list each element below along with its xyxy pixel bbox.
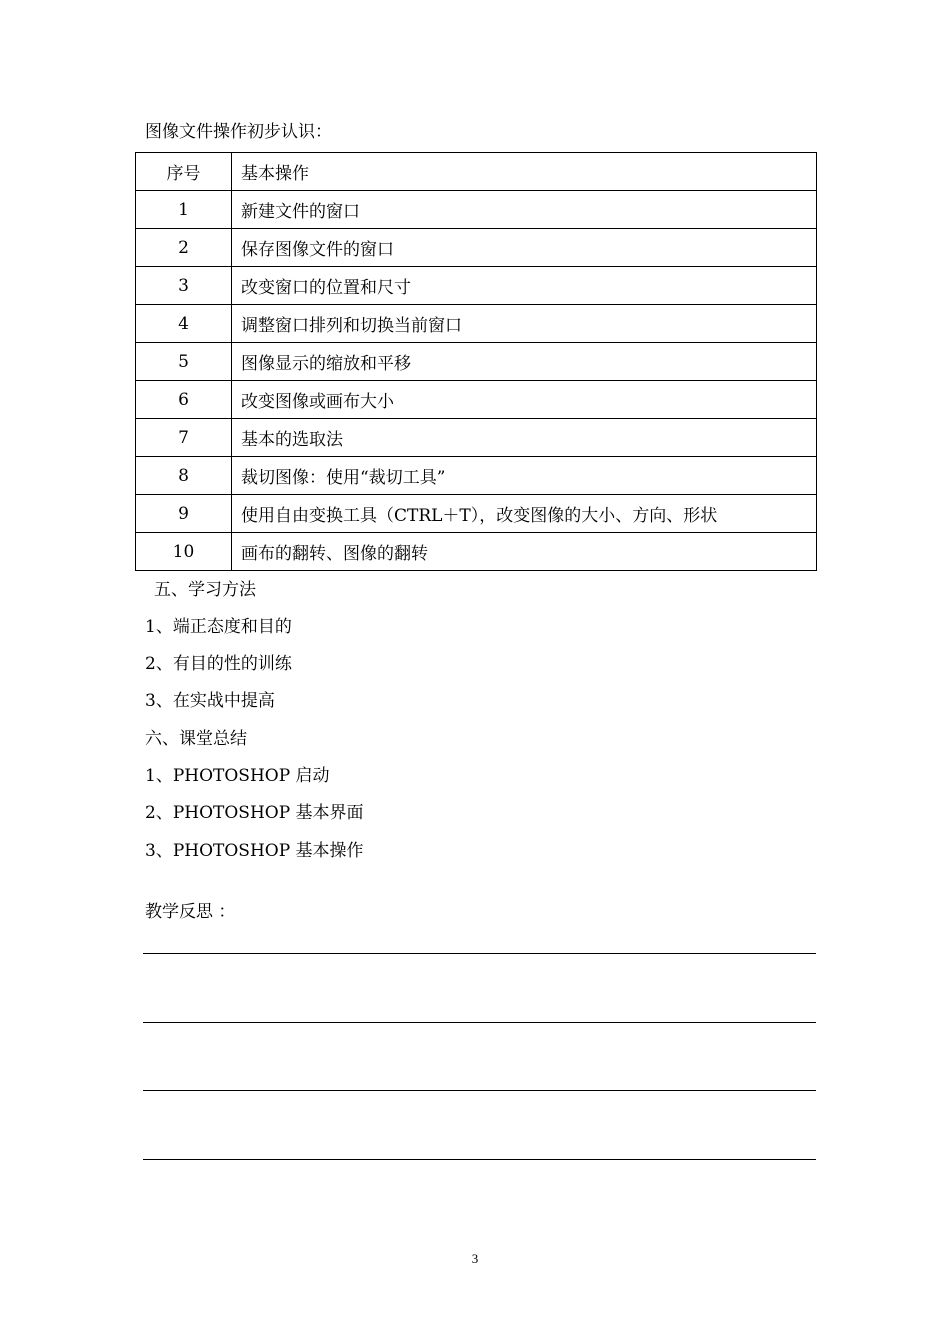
table-row: [136, 457, 817, 495]
row-operation: 使用自由变换工具（CTRL＋T），改变图像的大小、方向、形状: [232, 495, 817, 533]
column-header-number: 序号: [136, 153, 232, 191]
row-number: 6: [136, 381, 232, 419]
row-operation: 基本的选取法: [232, 419, 817, 457]
operations-table: [135, 152, 817, 571]
table-row: [136, 229, 817, 267]
reflection-line-4: [143, 1159, 816, 1160]
table-header-row: [136, 153, 817, 191]
table-row: [136, 419, 817, 457]
row-operation: 调整窗口排列和切换当前窗口: [232, 305, 817, 343]
section-6-title: 六、课堂总结: [145, 729, 247, 749]
row-number: 8: [136, 457, 232, 495]
table-row: [136, 343, 817, 381]
section-5-item-1: 1、端正态度和目的: [145, 617, 292, 637]
row-number: 10: [136, 533, 232, 571]
section-6-item-1: 1、PHOTOSHOP 启动: [145, 766, 330, 786]
row-operation: 画布的翻转、图像的翻转: [232, 533, 817, 571]
row-operation: 改变窗口的位置和尺寸: [232, 267, 817, 305]
reflection-label: 教学反思 ：: [145, 902, 236, 922]
row-operation: 新建文件的窗口: [232, 191, 817, 229]
table-row: [136, 533, 817, 571]
table-row: [136, 305, 817, 343]
section-5-title: 五、学习方法: [154, 580, 256, 600]
section-5-item-3: 3、在实战中提高: [145, 691, 275, 711]
reflection-line-1: [143, 953, 816, 954]
table-row: [136, 191, 817, 229]
column-header-operation: 基本操作: [232, 153, 817, 191]
section-6-item-3: 3、PHOTOSHOP 基本操作: [145, 841, 364, 861]
row-number: 3: [136, 267, 232, 305]
table-row: [136, 495, 817, 533]
row-operation: 改变图像或画布大小: [232, 381, 817, 419]
table-intro: 图像文件操作初步认识：: [145, 122, 332, 142]
row-number: 1: [136, 191, 232, 229]
reflection-line-3: [143, 1090, 816, 1091]
row-number: 4: [136, 305, 232, 343]
page-number: 3: [471, 1251, 479, 1266]
section-6-item-2: 2、PHOTOSHOP 基本界面: [145, 803, 364, 823]
row-number: 9: [136, 495, 232, 533]
row-operation: 裁切图像：使用“裁切工具”: [232, 457, 817, 495]
reflection-line-2: [143, 1022, 816, 1023]
row-operation: 图像显示的缩放和平移: [232, 343, 817, 381]
row-number: 5: [136, 343, 232, 381]
table-row: [136, 267, 817, 305]
table-row: [136, 381, 817, 419]
row-number: 2: [136, 229, 232, 267]
row-number: 7: [136, 419, 232, 457]
row-operation: 保存图像文件的窗口: [232, 229, 817, 267]
section-5-item-2: 2、有目的性的训练: [145, 654, 292, 674]
